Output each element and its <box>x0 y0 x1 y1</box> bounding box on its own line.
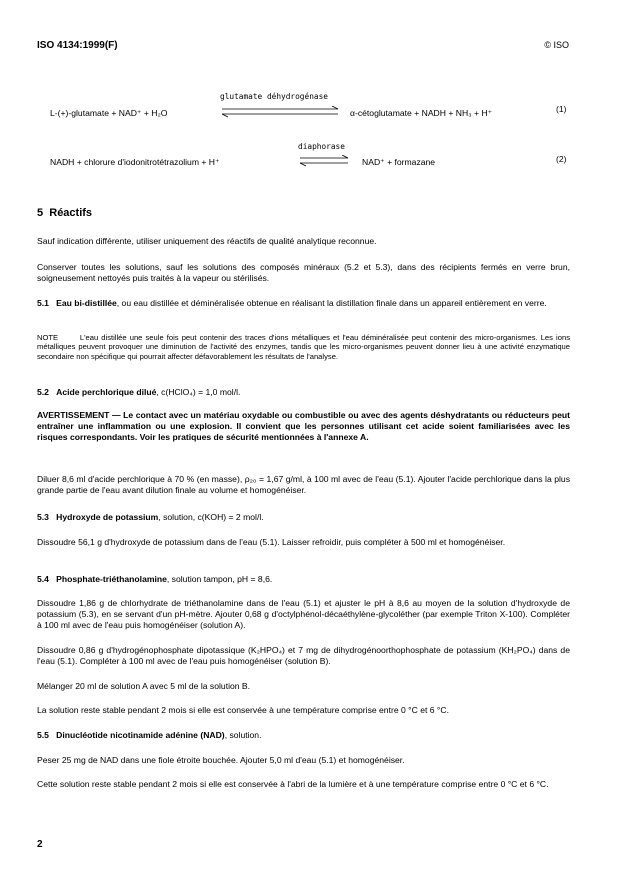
subsection-5-5 <box>37 730 570 741</box>
subsection-5-2-number: 5.2 <box>37 387 49 397</box>
subsection-5-2-title: Acide perchlorique dilué <box>56 387 157 397</box>
subsection-5-3-paragraph: Dissoudre 56,1 g d'hydroxyde de potassium dans de l'eau (5.1). Laisser refroidir, puis compléter à 500 ml et homogénéiser. <box>37 537 506 547</box>
document-standard-id: ISO 4134:1999(F) <box>37 40 118 51</box>
subsection-5-4-paragraph-2: Dissoudre 0,86 g d'hydrogénophosphate dipotassique (K₂HPO₄) et 7 mg de dihydrogénoorthophosphate de potassium (KH₂PO₄) dans de l'eau (5.1). Compléter à 100 ml avec de l'eau puis homogénéiser (solution B). <box>37 645 570 666</box>
subsection-5-5-number: 5.5 <box>37 730 49 740</box>
subsection-5-2 <box>37 387 570 398</box>
equation-2-left: NADH + chlorure d'iodonitrotétrazolium + H⁺ <box>50 157 220 167</box>
subsection-5-3-number: 5.3 <box>37 512 49 522</box>
equation-1-enzyme: glutamate déhydrogénase <box>220 92 328 101</box>
section-5-heading <box>37 208 92 219</box>
subsection-5-3 <box>37 512 570 523</box>
equation-2-right: NAD⁺ + formazane <box>362 157 436 167</box>
note-label: NOTE <box>37 333 59 342</box>
subsection-5-5-paragraph-2: Cette solution reste stable pendant 2 mois si elle est conservée à l'abri de la lumière et à une température comprise entre 0 °C et 6 °C. <box>37 779 549 789</box>
subsection-5-2-paragraph: Diluer 8,6 ml d'acide perchlorique à 70 % (en masse), ρ₂₀ = 1,67 g/ml, à 100 ml avec de l'eau (5.1). Ajouter l'acide perchlorique dans la plus grande partie de l'eau avant dilution finale au volume et homogénéiser. <box>37 474 570 495</box>
equation-2-equilibrium-arrow-icon <box>298 155 350 167</box>
copyright-notice: © ISO <box>544 40 569 50</box>
subsection-5-4-paragraph-3: Mélanger 20 ml de solution A avec 5 ml de la solution B. <box>37 681 251 691</box>
subsection-5-1-title: Eau bi-distillée <box>56 298 117 308</box>
equation-2-enzyme: diaphorase <box>298 142 345 151</box>
section-5-intro-1: Sauf indication différente, utiliser uniquement des réactifs de qualité analytique reconnue. <box>37 236 377 246</box>
subsection-5-5-paragraph-1: Peser 25 mg de NAD dans une fiole étroite bouchée. Ajouter 5,0 ml d'eau (5.1) et homogénéiser. <box>37 755 405 765</box>
safety-warning: AVERTISSEMENT — Le contact avec un matériau oxydable ou combustible ou avec des agents déshydratants ou réducteurs peut entraîner une inflammation ou une explosion. Il convient que les personnes utilisant cet acide soient familiarisées avec les risques correspondants. Voir les pratiques de sécurité mentionnées à l'annexe A. <box>37 410 570 442</box>
equation-1-right: α-cétoglutamate + NADH + NH₃ + H⁺ <box>350 108 493 118</box>
subsection-5-5-title: Dinucléotide nicotinamide adénine (NAD) <box>56 730 225 740</box>
subsection-5-1 <box>37 298 570 309</box>
subsection-5-1-number: 5.1 <box>37 298 49 308</box>
subsection-5-5-text: , solution. <box>224 730 262 740</box>
subsection-5-2-text: , c(HClO₄) = 1,0 mol/l. <box>156 387 241 397</box>
section-5-intro-2: Conserver toutes les solutions, sauf les solutions des composés minéraux (5.2 et 5.3), dans des récipients fermés en verre brun, soigneusement nettoyés puis traités à la vapeur ou stérilisés. <box>37 262 570 283</box>
section-number: 5 <box>37 207 44 219</box>
subsection-5-4-paragraph-4: La solution reste stable pendant 2 mois si elle est conservée à une température comprise entre 0 °C et 6 °C. <box>37 705 449 715</box>
subsection-5-4-text: , solution tampon, pH = 8,6. <box>166 574 273 584</box>
subsection-5-4-title: Phosphate-triéthanolamine <box>56 574 167 584</box>
subsection-5-4-number: 5.4 <box>37 574 49 584</box>
equation-1-left: L-(+)-glutamate + NAD⁺ + H₂O <box>50 108 168 118</box>
equation-2-number: (2) <box>556 154 567 164</box>
equation-1-equilibrium-arrow-icon <box>220 106 340 118</box>
subsection-5-3-title: Hydroxyde de potassium <box>56 512 159 522</box>
section-title: Réactifs <box>49 207 93 219</box>
subsection-5-4 <box>37 574 570 585</box>
page-number: 2 <box>37 839 43 850</box>
subsection-5-4-paragraph-1: Dissoudre 1,86 g de chlorhydrate de triéthanolamine dans de l'eau (5.1) et ajuster le pH à 8,6 au moyen de la solution d'hydroxyde de potassium (5.3), en se servant d'un pH-mètre. Ajouter 0,68 g d'octylphénol-décaéthylène-glycoléther (par exemple Triton X-100). Compléter à 100 ml avec de l'eau puis homogénéiser (solution A). <box>37 598 570 630</box>
note-text: L'eau distillée une seule fois peut contenir des traces d'ions métalliques et l'eau déminéralisée peut contenir des micro-organismes. Les ions métalliques peuvent provoquer une diminution de l'activité des enzymes, tandis que les micro-organismes peuvent donner lieu à une activité enzymatique secondaire non spécifique qui pourrait affecter défavorablement les résultats de l'analyse. <box>37 333 570 361</box>
equation-1-number: (1) <box>556 104 567 114</box>
subsection-5-3-text: , solution, c(KOH) = 2 mol/l. <box>158 512 264 522</box>
subsection-5-1-text: , ou eau distillée et déminéralisée obtenue en réalisant la distillation finale dans un appareil entièrement en verre. <box>116 298 547 308</box>
subsection-5-1-note <box>37 333 570 361</box>
